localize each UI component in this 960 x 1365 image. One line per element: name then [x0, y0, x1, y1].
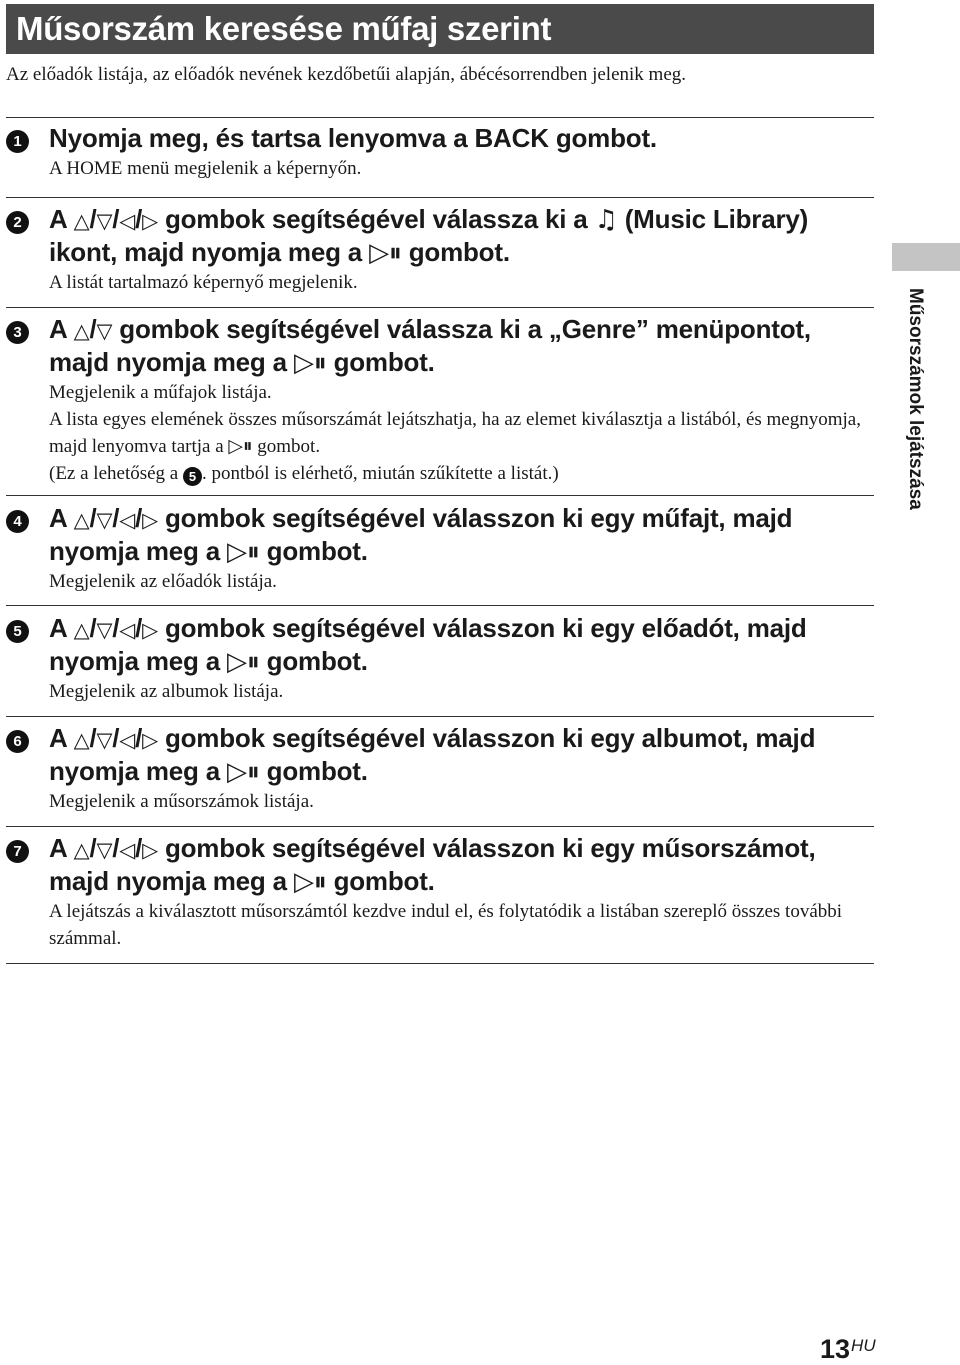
step-number-badge: 6: [6, 730, 29, 753]
step-instruction: Nyomja meg, és tartsa lenyomva a BACK gombot.: [49, 123, 657, 153]
step-number-badge: 5: [6, 620, 29, 643]
right-arrow-icon: ▷: [142, 209, 158, 233]
divider: [6, 307, 874, 308]
page-number: $13^{HU}$: [820, 1334, 876, 1364]
play-pause-icon: ▷⏸: [228, 435, 253, 457]
page-title: Műsorszám keresése műfaj szerint: [16, 10, 552, 47]
down-arrow-icon: ▽: [96, 728, 113, 752]
up-arrow-icon: △: [73, 319, 90, 343]
left-arrow-icon: ◁: [119, 728, 136, 752]
step-7: [6, 833, 876, 952]
step-number-badge: 7: [6, 840, 29, 863]
page-number-suffix: HU: [851, 1336, 876, 1355]
divider: [6, 716, 874, 717]
step-2: [6, 204, 876, 297]
side-section-label: Műsorszámok lejátszása: [905, 288, 926, 510]
step-number-badge: 1: [6, 130, 29, 153]
step-6: [6, 723, 876, 816]
left-arrow-icon: ◁: [119, 618, 136, 642]
left-arrow-icon: ◁: [119, 838, 136, 862]
section-title-bar: [6, 4, 874, 54]
step-5: [6, 613, 876, 706]
right-arrow-icon: ▷: [142, 728, 158, 752]
divider: [6, 826, 874, 827]
step-number-badge: 4: [6, 510, 29, 533]
down-arrow-icon: ▽: [96, 838, 113, 862]
down-arrow-icon: ▽: [96, 618, 113, 642]
left-arrow-icon: ◁: [119, 508, 136, 532]
down-arrow-icon: ▽: [96, 319, 113, 343]
step-number-badge: 2: [6, 211, 29, 234]
right-arrow-icon: ▷: [142, 618, 158, 642]
step-3: [6, 314, 876, 487]
right-arrow-icon: ▷: [142, 508, 158, 532]
step-instruction: A △/▽/◁/▷ gombok segítségével válasszon ki egy előadót, majd nyomja meg a ▷⏸ gombot.: [49, 613, 807, 677]
step-instruction: A △/▽/◁/▷ gombok segítségével válasszon ki egy műsorszámot, majd nyomja meg a ▷⏸ gombot.: [49, 833, 816, 897]
step-note: A lejátszás a kiválasztott műsorszámtól kezdve indul el, és folytatódik a listában szereplő összes további számmal.: [49, 901, 843, 949]
play-pause-icon: ▷⏸: [293, 347, 327, 378]
step-instruction: A △/▽/◁/▷ gombok segítségével válasszon ki egy albumot, majd nyomja meg a ▷⏸ gombot.: [49, 723, 816, 787]
play-pause-icon: ▷⏸: [227, 756, 260, 787]
down-arrow-icon: ▽: [96, 508, 113, 532]
divider: [6, 197, 874, 198]
left-arrow-icon: ◁: [119, 209, 136, 233]
up-arrow-icon: △: [73, 728, 90, 752]
up-arrow-icon: △: [73, 618, 90, 642]
intro-text: Az előadók listája, az előadók nevének kezdőbetűi alapján, ábécésorrendben jelenik meg.: [6, 64, 687, 85]
up-arrow-icon: △: [73, 508, 90, 532]
step-number-badge: 3: [6, 321, 29, 344]
play-pause-icon: ▷⏸: [293, 866, 327, 897]
step-note: A listát tartalmazó képernyő megjelenik.: [49, 272, 358, 293]
step-note: Megjelenik a műsorszámok listája.: [49, 791, 314, 812]
step-note: Megjelenik a műfajok listája. A lista egyes elemének összes műsorszámát lejátszhatja, ha az elemet kiválasztja a listából, és megnyomja, majd lenyomva tartja a ▷⏸ gombot. (Ez a lehetőség a 5 . pontból is elérhető, miután szűkítette a listát.): [49, 382, 861, 484]
divider: [6, 495, 874, 496]
up-arrow-icon: △: [73, 838, 90, 862]
step-instruction: A △/▽/◁/▷ gombok segítségével válasszon ki egy műfajt, majd nyomja meg a ▷⏸ gombot.: [49, 503, 793, 567]
music-note-icon: ♫: [594, 205, 618, 235]
step-instruction: A △/▽ gombok segítségével válassza ki a „Genre” menüpontot, majd nyomja meg a ▷⏸ gombot.: [49, 314, 811, 378]
step-reference-badge: 5: [183, 467, 202, 486]
divider: [6, 117, 874, 118]
down-arrow-icon: ▽: [96, 209, 113, 233]
side-tab-marker: [892, 243, 960, 271]
step-4: [6, 503, 876, 596]
up-arrow-icon: △: [73, 209, 90, 233]
right-arrow-icon: ▷: [142, 838, 158, 862]
step-note: A HOME menü megjelenik a képernyőn.: [49, 157, 362, 179]
divider: [6, 605, 874, 606]
play-pause-icon: ▷⏸: [369, 237, 402, 268]
step-note: Megjelenik az albumok listája.: [49, 681, 284, 702]
step-note: Megjelenik az előadók listája.: [49, 571, 277, 592]
divider: [6, 963, 874, 964]
play-pause-icon: ▷⏸: [227, 536, 260, 567]
play-pause-icon: ▷⏸: [227, 646, 260, 677]
step-instruction: A △/▽/◁/▷ gombok segítségével válassza ki a ♫ (Music Library) ikont, majd nyomja meg a ▷⏸ gombot.: [49, 204, 809, 268]
step-1: [6, 123, 876, 182]
